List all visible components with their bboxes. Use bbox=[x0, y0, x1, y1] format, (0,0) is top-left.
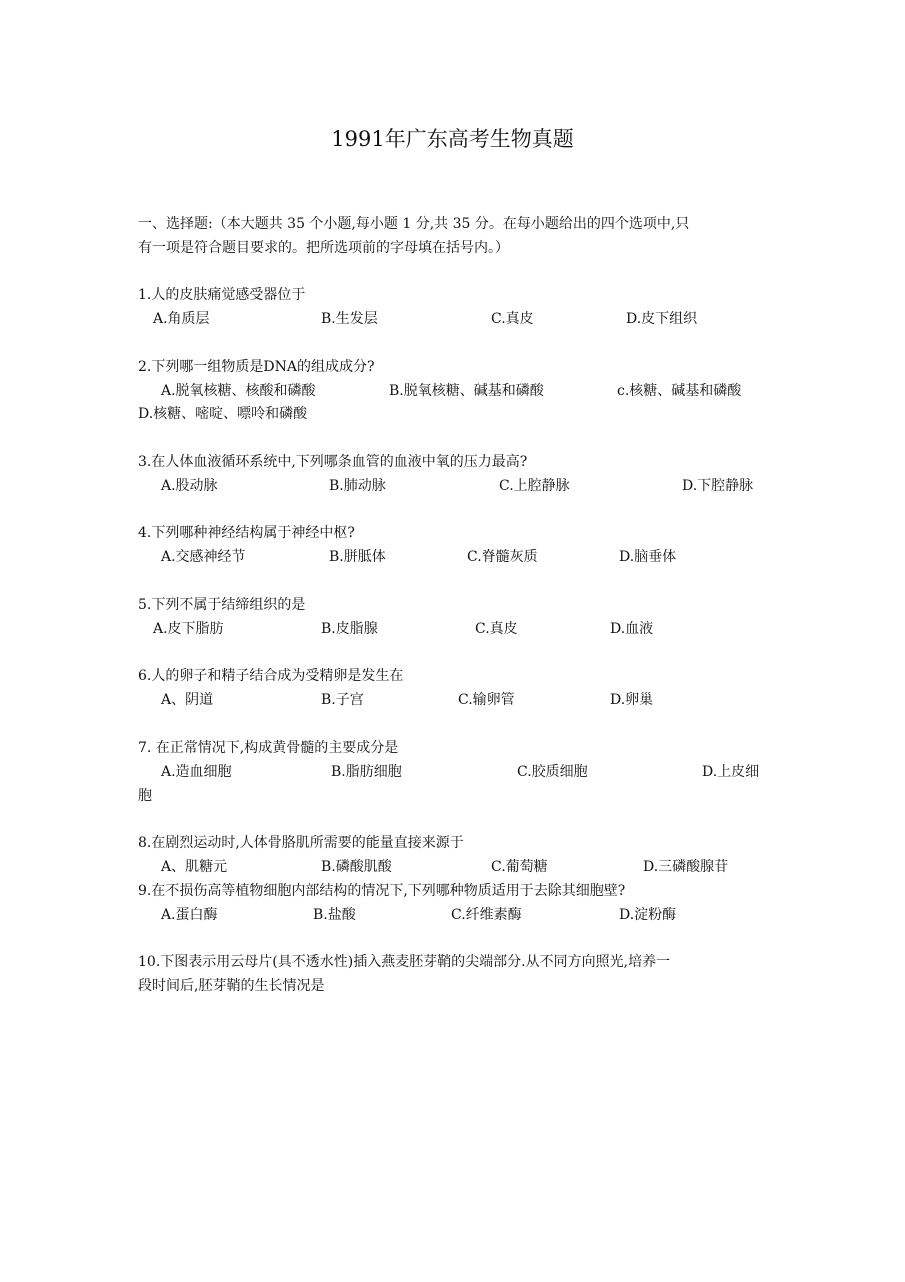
question-8-option-a: A、肌糖元 bbox=[161, 859, 228, 875]
question-5-option-b: B.皮脂腺 bbox=[321, 621, 378, 637]
question-10-stem-line-2: 段时间后,胚芽鞘的生长情况是 bbox=[138, 978, 325, 994]
question-2-option-d: D.核糖、嘧啶、嘌呤和磷酸 bbox=[138, 406, 308, 422]
question-9-option-c: C.纤维素酶 bbox=[451, 907, 522, 923]
question-2-option-b: B.脱氧核糖、碱基和磷酸 bbox=[389, 383, 544, 399]
question-6-option-a: A、阴道 bbox=[161, 692, 214, 708]
question-9-option-d: D.淀粉酶 bbox=[619, 907, 677, 923]
section-intro-line-1: 一、选择题:（本大题共 35 个小题,每小题 1 分,共 35 分。在每小题给出的四个选项中,只 bbox=[138, 216, 690, 232]
question-1-option-a: A.角质层 bbox=[153, 311, 210, 327]
question-3-option-c: C.上腔静脉 bbox=[499, 478, 570, 494]
question-8-option-c: C.葡萄糖 bbox=[491, 859, 548, 875]
question-8-option-d: D.三磷酸腺苷 bbox=[643, 859, 729, 875]
question-4-option-a: A.交感神经节 bbox=[161, 549, 246, 565]
question-4-option-b: B.胼胝体 bbox=[329, 549, 386, 565]
page-title: 1991年广东高考生物真题 bbox=[331, 127, 574, 151]
question-7-option-a: A.造血细胞 bbox=[161, 764, 232, 780]
section-intro-line-2: 有一项是符合题目要求的。把所选项前的字母填在括号内。） bbox=[138, 240, 509, 256]
question-4-option-c: C.脊髓灰质 bbox=[467, 549, 538, 565]
question-5-stem: 5.下列不属于结缔组织的是 bbox=[138, 597, 306, 613]
question-7-option-d: D.上皮细 bbox=[702, 764, 760, 780]
question-3-option-d: D.下腔静脉 bbox=[682, 478, 754, 494]
question-1-option-d: D.皮下组织 bbox=[626, 311, 698, 327]
question-5-option-a: A.皮下脂肪 bbox=[153, 621, 224, 637]
question-6-option-d: D.卵巢 bbox=[610, 692, 654, 708]
question-1-option-b: B.生发层 bbox=[321, 311, 378, 327]
question-4-option-d: D.脑垂体 bbox=[619, 549, 677, 565]
question-8-option-b: B.磷酸肌酸 bbox=[321, 859, 392, 875]
question-1-stem: 1.人的皮肤痛觉感受器位于 bbox=[138, 287, 306, 303]
question-2-stem: 2.下列哪一组物质是DNA的组成成分? bbox=[138, 359, 375, 375]
question-8-stem: 8.在剧烈运动时,人体骨胳肌所需要的能量直接来源于 bbox=[138, 835, 464, 851]
question-9-stem: 9.在不损伤高等植物细胞内部结构的情况下,下列哪种物质适用于去除其细胞壁? bbox=[138, 883, 626, 899]
question-5-option-d: D.血液 bbox=[610, 621, 654, 637]
question-7-option-b: B.脂肪细胞 bbox=[331, 764, 402, 780]
question-7-option-d-wrap: 胞 bbox=[138, 788, 152, 804]
question-5-option-c: C.真皮 bbox=[475, 621, 518, 637]
question-3-option-a: A.股动脉 bbox=[161, 478, 218, 494]
question-7-option-c: C.胶质细胞 bbox=[517, 764, 588, 780]
question-6-stem: 6.人的卵子和精子结合成为受精卵是发生在 bbox=[138, 668, 404, 684]
question-9-option-b: B.盐酸 bbox=[313, 907, 356, 923]
question-2-option-a: A.脱氧核糖、核酸和磷酸 bbox=[161, 383, 316, 399]
question-6-option-c: C.输卵管 bbox=[458, 692, 515, 708]
question-3-stem: 3.在人体血液循环系统中,下列哪条血管的血液中氧的压力最高? bbox=[138, 454, 528, 470]
question-6-option-b: B.子宫 bbox=[321, 692, 364, 708]
question-7-stem: 7. 在正常情况下,构成黄骨髓的主要成分是 bbox=[138, 740, 399, 756]
question-1-option-c: C.真皮 bbox=[491, 311, 534, 327]
question-9-option-a: A.蛋白酶 bbox=[161, 907, 218, 923]
question-4-stem: 4.下列哪种神经结构属于神经中枢? bbox=[138, 525, 355, 541]
question-2-option-c: c.核糖、碱基和磷酸 bbox=[617, 383, 742, 399]
question-3-option-b: B.肺动脉 bbox=[329, 478, 386, 494]
question-10-stem-line-1: 10.下图表示用云母片(具不透水性)插入燕麦胚芽鞘的尖端部分.从不同方向照光,培养一 bbox=[138, 954, 671, 970]
